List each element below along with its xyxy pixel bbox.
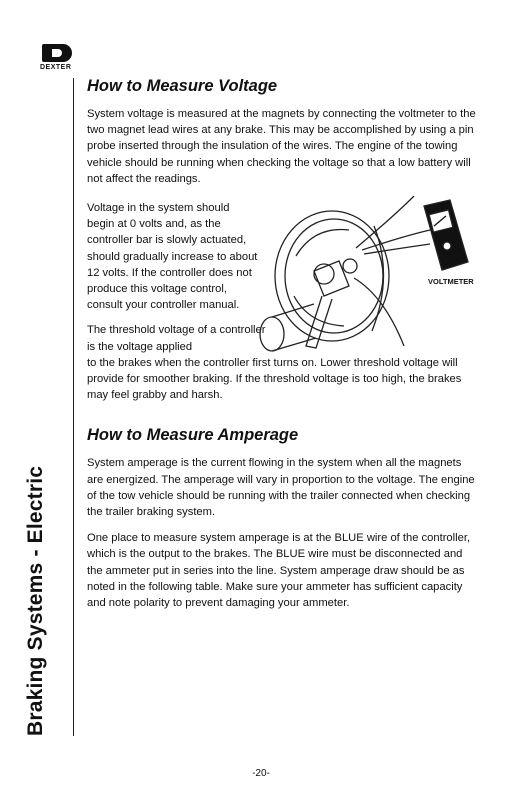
amperage-paragraph-2: One place to measure system amperage is at the BLUE wire of the controller, which is the output to the brakes. The BLUE wire must be disconnected and the ammeter put in series into the line. System amperage draw should be as noted in the following table. Make sure your ammeter has sufficient capacity and note polarity to prevent damaging your ammeter. — [87, 532, 471, 610]
amperage-heading: How to Measure Amperage — [87, 426, 299, 445]
amperage-paragraph-1: System amperage is the current flowing in the system when all the magnets are energized. The amperage will vary in proportion to the voltage. The engine of the tow vehicle should be running with the trailer connected when checking the trailer braking system. — [87, 457, 475, 519]
threshold-paragraph-start: The threshold voltage of a controller is the voltage applied — [87, 324, 266, 353]
margin-divider — [73, 78, 74, 736]
dexter-logo-mark — [42, 44, 72, 62]
voltage-paragraph-1: System voltage is measured at the magnets by connecting the voltmeter to the two magnet lead wires at any brake. This may be accomplished by using a pin probe inserted through the insulation of the wires. The engine of the towing vehicle should be running when checking the voltage so that a low battery will not affect the readings. — [87, 108, 476, 185]
voltage-paragraph-2: Voltage in the system should begin at 0 volts and, as the controller bar is slowly actuated, should gradually increase to about 12 volts. If the controller does not produce this voltage control, consult your controller manual. — [87, 202, 258, 312]
side-title: Braking Systems - Electric — [24, 465, 47, 736]
voltmeter-label: VOLTMETER — [428, 277, 474, 286]
voltage-heading: How to Measure Voltage — [87, 77, 278, 95]
dexter-logo-text: DEXTER — [40, 64, 72, 71]
dexter-logo — [40, 44, 74, 71]
page-number: -20- — [252, 768, 270, 779]
threshold-paragraph-end: to the brakes when the controller first turns on. Lower threshold voltage will provide for smoother braking. If the threshold voltage is too high, the brakes may feel grabby and harsh. — [87, 356, 462, 402]
